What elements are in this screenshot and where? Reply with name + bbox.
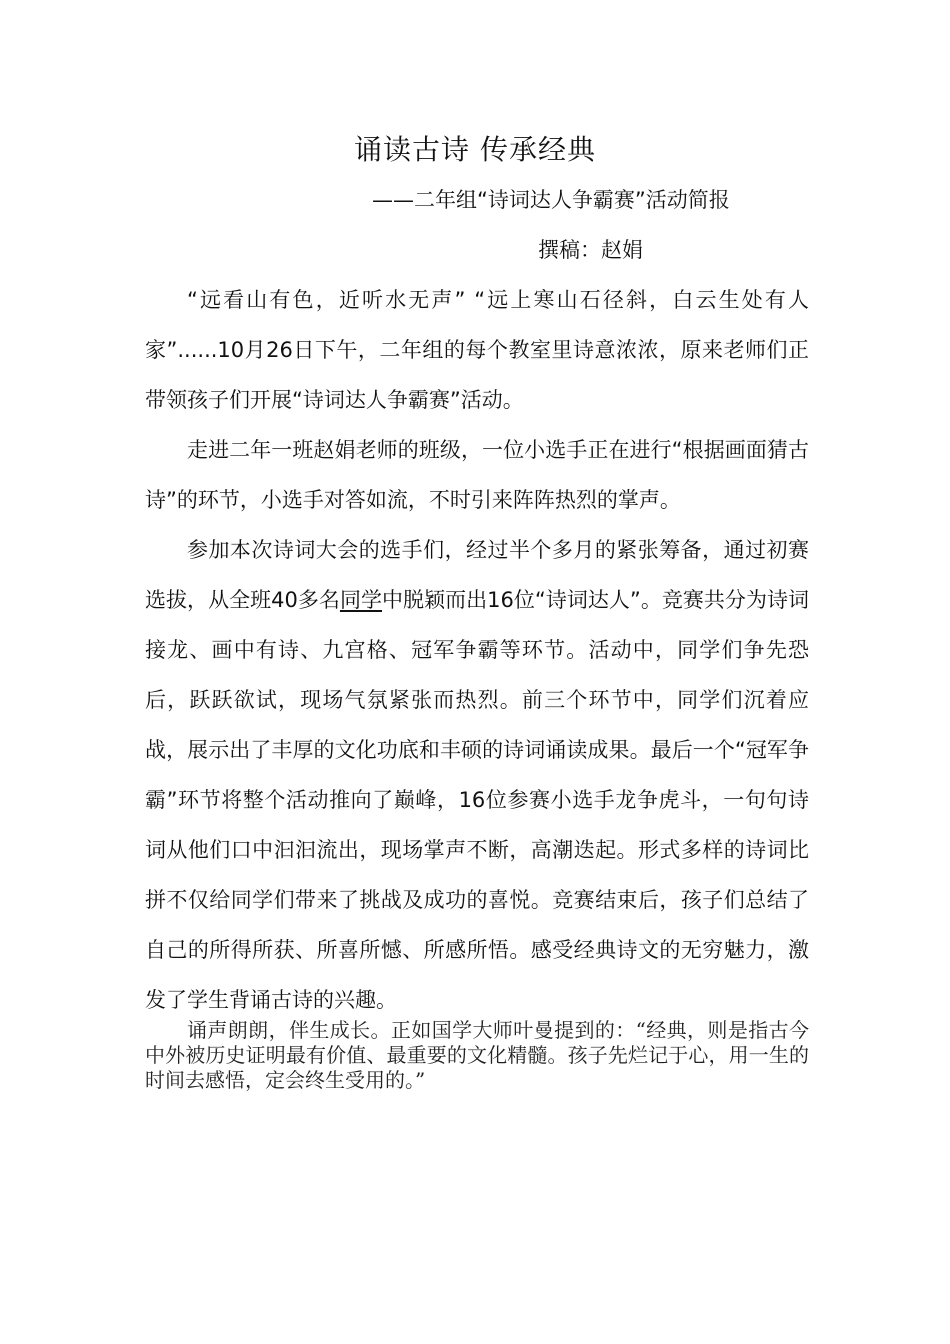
classmates-link[interactable]: 同学 xyxy=(339,588,383,612)
paragraph-class-visit: 走进二年一班赵娟老师的班级，一位小选手正在进行“根据画面猜古诗”的环节，小选手对答如流，不时引来阵阵热烈的掌声。 xyxy=(145,438,809,512)
paragraph-closing: 诵声朗朗，伴生成长。正如国学大师叶曼提到的：“经典，则是指古今中外被历史证明最有价值、最重要的文化精髓。孩子先烂记于心，用一生的时间去感悟，定会终生受用的。” xyxy=(145,1018,809,1092)
paragraph-competition xyxy=(145,525,809,1025)
author-line: 撰稿：赵娟 xyxy=(538,238,643,262)
paragraph-competition-start: 参加本次诗词大会的选手们，经过半个多月的紧张筹备，通过初赛选拔，从全班40多名 xyxy=(145,538,809,612)
paragraph-intro: “远看山有色，近听水无声” “远上寒山石径斜，白云生处有人家”......10月26日下午，二年组的每个教室里诗意浓浓，原来老师们正带领孩子们开展“诗词达人争霸赛”活动。 xyxy=(145,288,809,412)
document-title: 诵读古诗 传承经典 xyxy=(354,133,596,166)
document-subtitle: ——二年组“诗词达人争霸赛”活动简报 xyxy=(372,188,730,212)
paragraph-competition-rest: 中脱颖而出16位“诗词达人”。竞赛共分为诗词接龙、画中有诗、九宫格、冠军争霸等环节。活动中，同学们争先恐后，跃跃欲试，现场气氛紧张而热烈。前三个环节中，同学们沉着应战，展示出了丰厚的文化功底和丰硕的诗词诵读成果。最后一个“冠军争霸”环节将整个活动推向了巅峰，16位参赛小选手龙争虎斗，一句句诗词从他们口中汩汩流出，现场掌声不断，高潮迭起。形式多样的诗词比拼不仅给同学们带来了挑战及成功的喜悦。竞赛结束后，孩子们总结了自己的所得所获、所喜所憾、所感所悟。感受经典诗文的无穷魅力，激发了学生背诵古诗的兴趣。 xyxy=(145,588,809,1012)
